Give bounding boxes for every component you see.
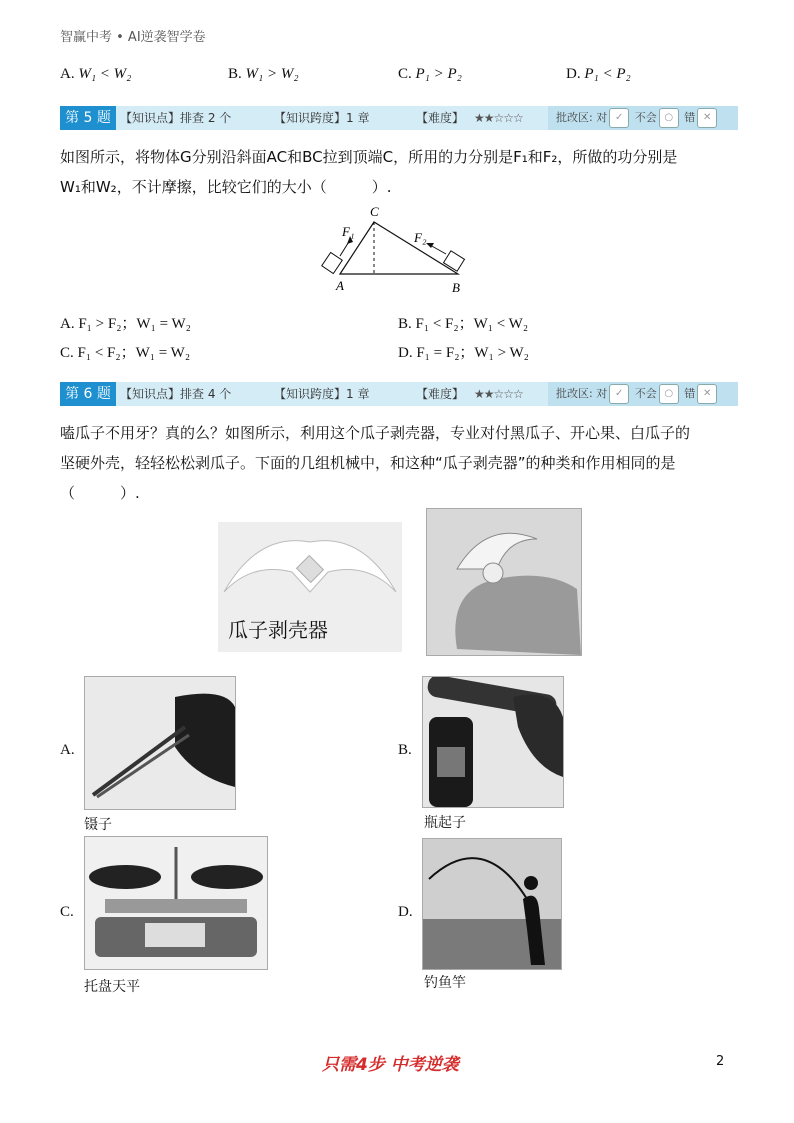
label-c: C	[370, 204, 379, 219]
q5-option-a: A. F₁ > F₂；W₁ = W₂	[60, 316, 191, 332]
q6-option-a-letter: A.	[60, 742, 75, 758]
q6-option-d-letter: D.	[398, 904, 413, 920]
grading-correct-label: 对	[596, 111, 608, 124]
q5-grading-area	[548, 106, 738, 130]
q6-stars: ★★☆☆☆	[474, 387, 523, 401]
q5-stem	[60, 142, 740, 202]
fishing-rod-photo	[422, 838, 562, 970]
q6-span: 【知识跨度】1 章	[274, 387, 370, 401]
grading-wrong-box[interactable]: ✕	[697, 108, 717, 128]
hand-holding-sheller-icon	[427, 509, 581, 655]
grading-correct-box[interactable]: ✓	[609, 108, 629, 128]
footer-logo: 只需4步 中考逆袭	[322, 1055, 459, 1075]
q6-knowledge: 【知识点】排查 4 个	[120, 387, 232, 401]
q5-header-bar	[60, 106, 738, 130]
q5-stars: ★★☆☆☆	[474, 111, 523, 125]
label-b: B	[452, 280, 460, 295]
q6-option-b-caption: 瓶起子	[424, 815, 466, 831]
q5-number: 第 5 题	[60, 106, 116, 130]
q6-stem-line2: 坚硬外壳，轻轻松松剥瓜子。下面的几组机械中，和这种“瓜子剥壳器”的种类和作用相同的是	[60, 454, 676, 472]
q5-knowledge: 【知识点】排查 2 个	[120, 111, 232, 125]
page-number: 2	[716, 1054, 725, 1069]
sheller-shape-icon	[218, 522, 402, 622]
q6-number: 第 6 题	[60, 382, 116, 406]
grading-wrong-label: 错	[684, 111, 696, 124]
q4-option-c: C. P₁ > P₂	[398, 66, 462, 82]
incline-diagram	[318, 200, 478, 300]
tweezers-photo	[84, 676, 236, 810]
q6-stem-line1: 嗑瓜子不用牙？真的么？如图所示，利用这个瓜子剥壳器，专业对付黑瓜子、开心果、白瓜子的	[60, 424, 691, 442]
q6-grading-area	[548, 382, 738, 406]
q6-option-a-caption: 镊子	[84, 817, 112, 833]
grading-label: 批改区:	[556, 111, 593, 124]
grading-unknown-label: 不会	[634, 111, 657, 124]
balance-scale-icon	[85, 837, 267, 969]
grading-unknown-label: 不会	[634, 387, 657, 400]
grading-unknown-box[interactable]: ○	[659, 384, 679, 404]
q5-stem-line1: 如图所示，将物体G分别沿斜面AC和BC拉到顶端C，所用的力分别是F₁和F₂，所做的功分别是	[60, 148, 678, 166]
bottle-opener-photo	[422, 676, 564, 808]
bottle-opener-icon	[423, 677, 563, 807]
label-f2: F₂	[414, 230, 427, 245]
q6-stem	[60, 418, 740, 508]
q5-difficulty: 【难度】	[416, 111, 465, 125]
q6-header-bar	[60, 382, 738, 406]
q5-span: 【知识跨度】1 章	[274, 111, 370, 125]
balance-scale-photo	[84, 836, 268, 970]
grading-correct-label: 对	[596, 387, 608, 400]
q6-option-d-caption: 钓鱼竿	[424, 975, 466, 991]
q5-stem-line2: W₁和W₂，不计摩擦，比较它们的大小（ ）.	[60, 178, 392, 196]
label-f1: F₁	[342, 224, 355, 239]
sheller-image	[218, 522, 402, 652]
grading-wrong-label: 错	[684, 387, 696, 400]
running-header: 智赢中考 • AI逆袭智学卷	[60, 30, 206, 45]
grading-wrong-box[interactable]: ✕	[697, 384, 717, 404]
q6-option-b-letter: B.	[398, 742, 412, 758]
tweezers-icon	[85, 677, 235, 809]
q6-difficulty: 【难度】	[416, 387, 465, 401]
q4-option-b: B. W₁ > W₂	[228, 66, 299, 82]
q5-option-c: C. F₁ < F₂；W₁ = W₂	[60, 345, 191, 361]
label-a: A	[336, 278, 344, 293]
q5-option-d: D. F₁ = F₂；W₁ > W₂	[398, 345, 529, 361]
q4-option-a: A. W₁ < W₂	[60, 66, 132, 82]
grading-correct-box[interactable]: ✓	[609, 384, 629, 404]
q5-option-b: B. F₁ < F₂；W₁ < W₂	[398, 316, 529, 332]
q6-option-c-letter: C.	[60, 904, 74, 920]
q6-option-c-caption: 托盘天平	[84, 979, 140, 995]
sheller-in-hand-photo	[426, 508, 582, 656]
q4-option-d: D. P₁ < P₂	[566, 66, 631, 82]
grading-unknown-box[interactable]: ○	[659, 108, 679, 128]
fishing-rod-icon	[423, 839, 561, 969]
q6-stem-line3: （ ）.	[60, 484, 140, 502]
sheller-caption: 瓜子剥壳器	[228, 618, 328, 642]
grading-label: 批改区:	[556, 387, 593, 400]
